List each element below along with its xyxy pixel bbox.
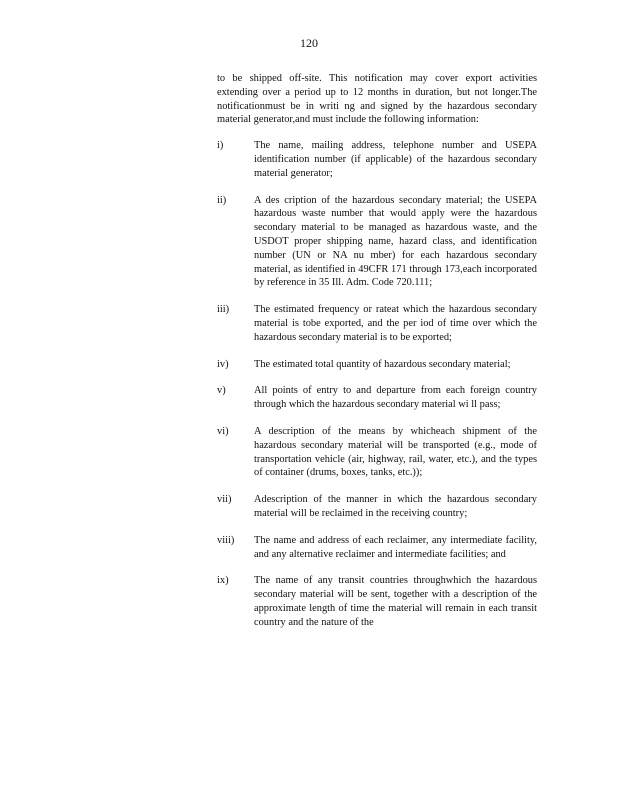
list-item-number: vii) <box>217 494 232 506</box>
list-item-number: iv) <box>217 358 229 370</box>
list-item <box>217 303 537 344</box>
list-item <box>217 574 537 629</box>
list-item <box>217 139 537 180</box>
list-item-text: All points of entry to and departure from each foreign country through which the hazardous secondary material wi ll pass; <box>254 385 537 411</box>
list-item-number: v) <box>217 385 226 397</box>
list-item-number: ix) <box>217 575 229 587</box>
list-item <box>217 194 537 291</box>
list-item <box>217 534 537 562</box>
list-item-text: The name and address of each reclaimer, any intermediate facility, and any alternative reclaimer and intermediate facilities; and <box>254 534 537 560</box>
list-item-text: The name, mailing address, telephone number and USEPA identification number (if applicable) of the hazardous secondary material generator; <box>254 140 537 179</box>
list-item-number: ii) <box>217 194 227 206</box>
list-item-number: viii) <box>217 534 235 546</box>
document-body <box>217 72 537 643</box>
list-item-text: A des cription of the hazardous secondary material; the USEPA hazardous waste number that would apply were the hazardous secondary material to be managed as hazardous waste, and the USDOT proper shipping name, hazard class, and identification number (UN or NA nu mber) for each hazardous secondary material, as identified in 49CFR 171 through 173,each incorporated by reference in 35 Ill. Adm. Code 720.111; <box>254 194 537 289</box>
list-item-number: iii) <box>217 304 230 316</box>
page-number: 120 <box>300 36 318 50</box>
list-item-text: A description of the means by whicheach shipment of the hazardous secondary material will be transported (e.g., mode of transportation vehicle (air, highway, rail, water, etc.), and the types of container (drums, boxes, tanks, etc.)); <box>254 425 537 479</box>
list-item-text: The name of any transit countries throughwhich the hazardous secondary material will be sent, together with a description of the approximate length of time the material will remain in each transit country and the nature of the <box>254 575 537 628</box>
list-item <box>217 425 537 480</box>
list-item-text: Adescription of the manner in which the hazardous secondary material will be reclaimed in the receiving country; <box>254 494 537 519</box>
list-item-number: i) <box>217 140 224 152</box>
list-item-text: The estimated total quantity of hazardous secondary material; <box>254 358 511 370</box>
intro-paragraph: to be shipped off-site. This notification may cover export activities extending over a period up to 12 months in duration, but not longer.The notificationmust be in writi ng and signed by the hazardous secondary material generator,and must include the following information: <box>217 73 537 126</box>
list-item-number: vi) <box>217 425 229 437</box>
list-item <box>217 358 537 372</box>
list-item <box>217 493 537 521</box>
list-item <box>217 384 537 412</box>
list-item-text: The estimated frequency or rateat which the hazardous secondary material is tobe exported, and the per iod of time over which the hazardous secondary material is to be exported; <box>254 304 537 343</box>
